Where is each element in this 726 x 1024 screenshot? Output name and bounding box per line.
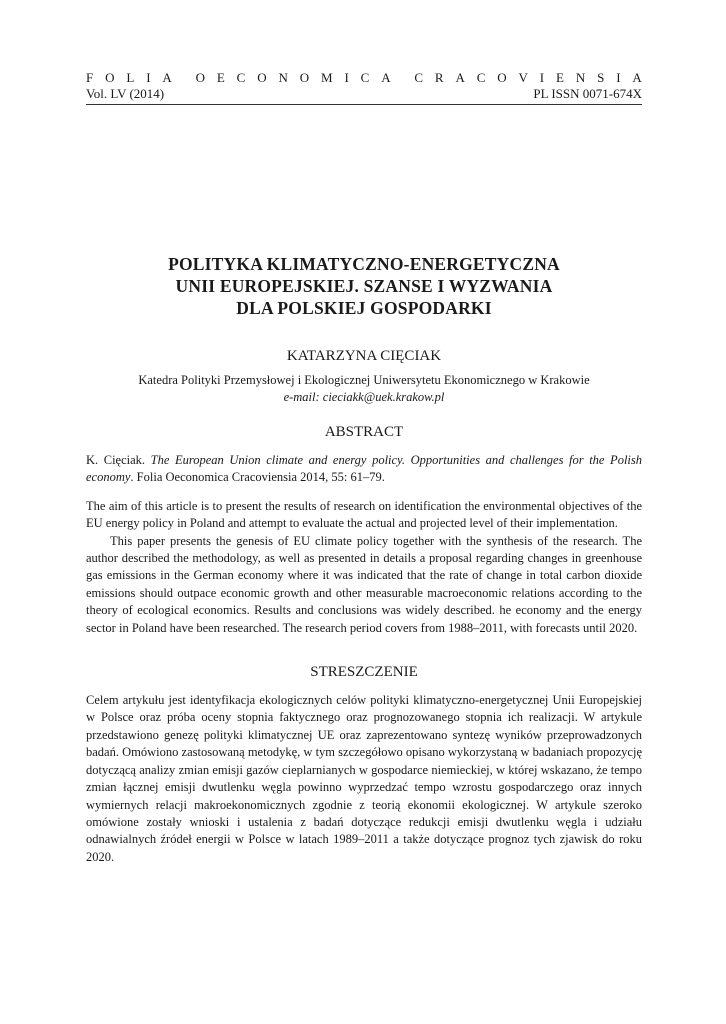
journal-letter: L xyxy=(126,70,135,85)
issn-info: PL ISSN 0071-674X xyxy=(533,86,642,101)
journal-letter: S xyxy=(597,70,605,85)
volume-info: Vol. LV (2014) xyxy=(86,86,165,101)
journal-letter: M xyxy=(321,70,333,85)
abstract-paragraph: The aim of this article is to present the results of research on identification the environmental objectives of the EU energy policy in Poland and attempt to evaluate the actual and projected level of their implementation. xyxy=(86,498,642,531)
journal-letter: C xyxy=(236,70,246,85)
journal-letter: I xyxy=(344,70,349,85)
journal-letter: O xyxy=(497,70,507,85)
citation-author: K. Cięciak. xyxy=(86,453,146,467)
citation-source: . Folia Oeconomica Cracoviensia 2014, 55: 61–79. xyxy=(130,470,385,485)
author-affiliation: Katedra Polityki Przemysłowej i Ekologicznej Uniwersytetu Ekonomicznego w Krakowie xyxy=(138,373,590,387)
journal-letter: C xyxy=(360,70,370,85)
title-line: DLA POLSKIEJ GOSPODARKI xyxy=(236,298,492,318)
journal-letter: C xyxy=(414,70,424,85)
streszczenie-heading: STRESZCZENIE xyxy=(310,664,418,681)
streszczenie-paragraph: Celem artykułu jest identyfikacja ekologicznych celów polityki klimatyczno-energetycznej Unii Europejskiej w Polsce oraz próba oceny stopnia faktycznego oraz prognozowanego stopnia ich realizacji. W artykule przedstawiono genezę polityki klimatycznej UE oraz zaprezentowano syntezę wyników przeprowadzonych badań. Omówiono zastosowaną metodykę, w tym szczegółowo opisano wykorzystaną w badaniach propozycję dotyczącą analizy zmian emisji gazów cieplarnianych w gospodarce niemieckiej, w której wskazano, że tempo zmian łącznej emisji dwutlenku węgla powinno wyprzedzać tempo wzrostu gospodarczego oraz innych wymiernych relacji makroekonomicznych zgodnie z teorią ekonomii ekologicznej. W artykule szeroko omówione zostały wnioski i ustalenia z badań dotyczące redukcji emisji dwutlenku węgla i udziału odnawialnych źródeł energii w Polsce w latach 1989–2011 a także dotyczące prognoz tych zjawisk do roku 2020. xyxy=(86,693,642,864)
abstract-heading: ABSTRACT xyxy=(324,424,404,440)
citation-title: The European Union climate and energy policy. Opportunities and challenges for the Polish economy xyxy=(86,453,642,485)
journal-letter: A xyxy=(632,70,642,85)
title-line: POLITYKA KLIMATYCZNO-ENERGETYCZNA xyxy=(168,254,560,274)
journal-name xyxy=(86,70,642,86)
article-page xyxy=(86,70,642,866)
journal-letter: O xyxy=(105,70,115,85)
citation xyxy=(86,452,642,487)
title-line: UNII EUROPEJSKIEJ. SZANSE I WYZWANIA xyxy=(175,276,553,296)
journal-letter: O xyxy=(195,70,205,85)
journal-letter: R xyxy=(434,70,444,85)
author-email: e-mail: cieciakk@uek.krakow.pl xyxy=(283,390,445,404)
journal-letter: F xyxy=(86,70,94,85)
journal-letter: A xyxy=(455,70,465,85)
journal-meta xyxy=(86,86,642,105)
journal-letter: E xyxy=(556,70,564,85)
journal-letter: N xyxy=(278,70,288,85)
journal-letter: I xyxy=(539,70,545,85)
journal-letter: O xyxy=(257,70,267,85)
journal-letter: C xyxy=(476,70,486,85)
journal-letter: O xyxy=(299,70,310,85)
journal-letter: A xyxy=(381,70,391,85)
article-title xyxy=(86,253,642,319)
journal-letter: A xyxy=(162,70,172,85)
abstract-paragraph: This paper presents the genesis of EU climate policy together with the synthesis of the research. The author described the methodology, as well as presented in details a proposal regarding changes in greenhouse gas emissions in the German economy where it was indicated that the rate of change in total carbon dioxide emissions should outpace economic growth and other measurable macroeconomic relations according to the theory of ecological economics. Results and conclusions was widely described. he economy and the energy sector in Poland have been researched. The research period covers from 1988–2011, with forecasts until 2020. xyxy=(86,533,642,635)
journal-letter: I xyxy=(146,70,151,85)
journal-letter: N xyxy=(575,70,586,85)
journal-letter: I xyxy=(616,70,621,85)
author-name: KATARZYNA CIĘCIAK xyxy=(286,348,442,364)
journal-letter: V xyxy=(518,70,528,85)
journal-letter: E xyxy=(216,70,225,85)
